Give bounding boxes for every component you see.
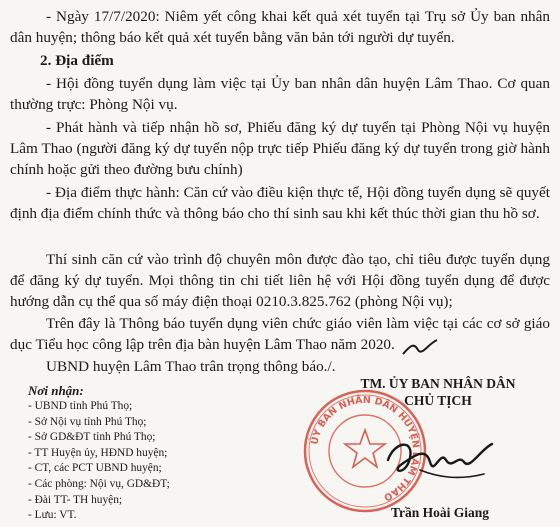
paragraph-contact-info: Thí sinh căn cứ vào trình độ chuyên môn được đào tạo, chỉ tiêu được tuyển dụng để đăng ký dự tuyển. Mọi thông tin chi tiết liên hệ với Hội đồng tuyển dụng để được hướng dẫn cụ thể qua số máy điện thoại 0210.3.825.762 (phòng Nội vụ); [10,251,550,310]
paragraph-practice-location: - Địa điểm thực hành: Căn cứ vào điều kiện thực tế, Hội đồng tuyển dụng sẽ quyết định địa điểm chính thức và thông báo cho thí sinh sau khi kết thúc thời gian thu hồ sơ. [10,184,550,222]
handwritten-initial-mark [400,336,440,360]
recipient-item: - Đài TT- TH huyện; [28,493,123,506]
paragraph-application-submission: - Phát hành và tiếp nhận hồ sơ, Phiếu đăng ký dự tuyển tại Phòng Nội vụ huyện Lâm Thao (người đăng ký dự tuyển nộp trực tiếp Phiếu đăng ký dự tuyển trong giờ hành chính hoặc gửi theo đường bưu chính) [10,119,550,178]
paragraph-closing: UBND huyện Lâm Thao trân trọng thông báo./. [46,358,336,375]
recipient-item: - Các phòng: Nội vụ, GD&ĐT; [28,477,170,490]
recipient-item: - Sở GD&ĐT tỉnh Phú Thọ; [28,431,156,444]
recipient-item: - UBND tỉnh Phú Thọ; [28,400,133,412]
handwritten-signature [380,420,500,500]
recipient-item: - Sở Nội vụ tỉnh Phú Thọ; [28,415,147,428]
recipient-item: - TT Huyện ủy, HĐND huyện; [28,446,168,459]
paragraph-announcement-summary: Trên đây là Thông báo tuyển dụng viên chức giáo viên làm việc tại các cơ sở giáo dục Tiểu học công lập trên địa bàn huyện Lâm Thao năm 2020. [10,315,550,353]
section-heading-location: 2. Địa điểm [40,52,114,69]
svg-text:ỦY BAN NHÂN DÂN HUYỆN LÂM THAO: ỦY BAN NHÂN DÂN HUYỆN LÂM THAO [309,394,422,503]
paragraph-result-posting: - Ngày 17/7/2020: Niêm yết công khai kết quả xét tuyển tại Trụ sở Ủy ban nhân dân huyện; thông báo kết quả xét tuyển bằng văn bản tới người dự tuyển. [10,8,550,46]
recipient-item: - Lưu: VT. [28,509,77,522]
signatory-name: Trần Hoài Giang [390,505,489,520]
signatory-organization: TM. ỦY BAN NHÂN DÂN [360,376,516,391]
paragraph-council-location: - Hội đồng tuyển dụng làm việc tại Ủy ban nhân dân huyện Lâm Thao. Cơ quan thường trực: Phòng Nội vụ. [10,75,550,113]
recipients-title: Nơi nhận: [28,383,84,398]
recipients-list [28,399,170,524]
recipient-item: - CT, các PCT UBND huyện; [28,462,162,475]
signatory-role: CHỦ TỊCH [404,393,472,408]
